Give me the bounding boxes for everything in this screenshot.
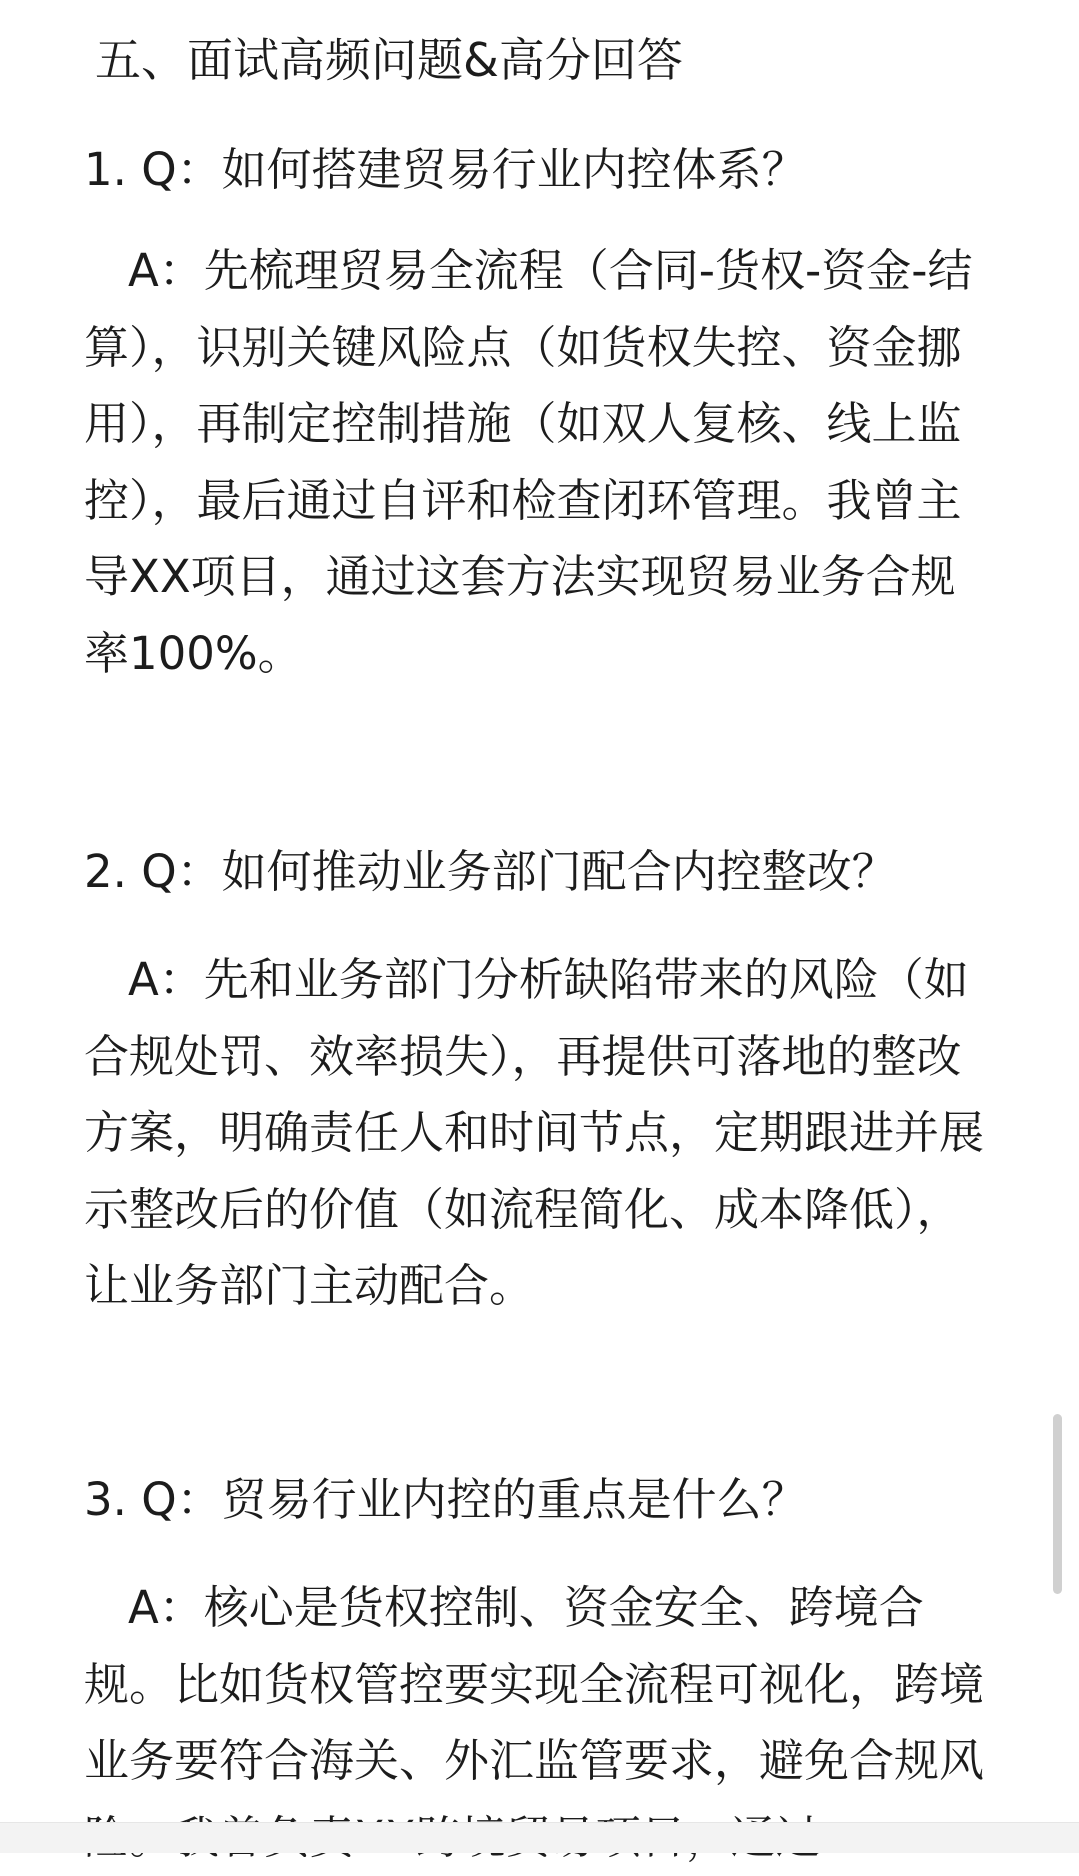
question-3: 3. Q：贸易行业内控的重点是什么？ [84,1473,807,1526]
answer-3-text: A：核心是货权控制、资金安全、跨境合规。比如货权管控要实现全流程可视化，跨境业务要符合海关、外汇监管要求，避免合规风 [84,1581,985,1787]
question-1: 1. Q：如何搭建贸易行业内控体系？ [84,143,807,196]
answer-3-viewport [0,1570,1079,1822]
question-2: 2. Q：如何推动业务部门配合内控整改？ [84,845,897,898]
section-heading: 五、面试高频问题&高分回答 [95,33,683,87]
answer-1-text: A：先梳理贸易全流程（合同-货权-资金-结算），识别关键风险点（如货权失控、资金挪用），再制定控制措施（如双人复核、线上监控），最后通过自评和检查闭环管理。我曾主导XX项目，通过这套方法实现贸易业务合规率100%。 [84,244,973,680]
answer-2-text: A：先和业务部门分析缺陷带来的风险（如合规处罚、效率损失），再提供可落地的整改方案，明确责任人和时间节点，定期跟进并展示整改后的价值（如流程简化、成本降低），让业务部门主动配合。 [84,953,985,1312]
answer-2 [84,942,996,1325]
bottom-bar [0,1822,1079,1853]
answer-1 [84,233,996,692]
vertical-scrollbar[interactable] [1053,1414,1062,1594]
